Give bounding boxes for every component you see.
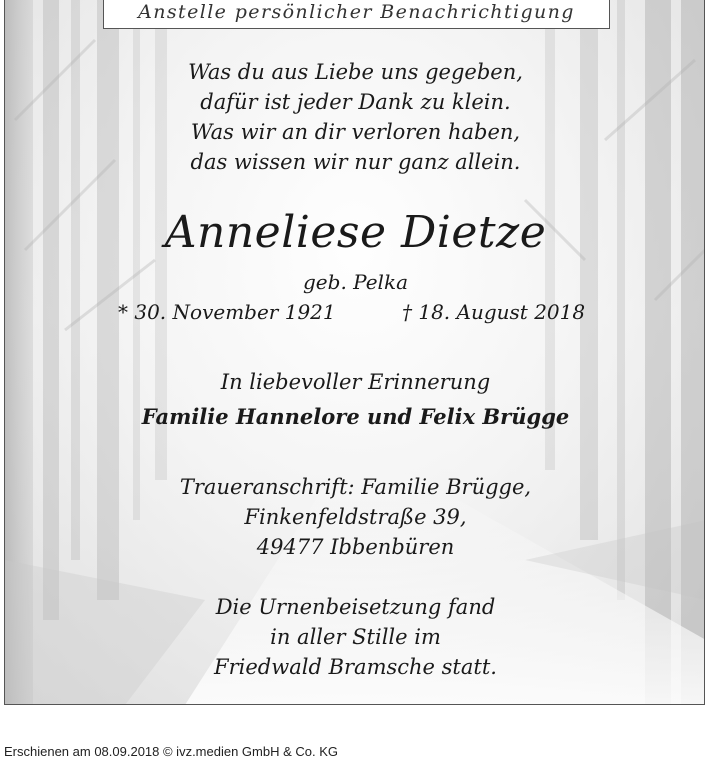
address-line: 49477 Ibbenbüren <box>256 535 455 559</box>
poem-line: Was wir an dir verloren haben, <box>190 120 521 144</box>
poem-line: das wissen wir nur ganz allein. <box>190 150 521 174</box>
notice-header: Anstelle persönlicher Benachrichtigung <box>138 1 575 23</box>
notice-content <box>5 0 705 705</box>
family-signature: Familie Hannelore und Felix Brügge <box>141 404 570 429</box>
remembrance-text: In liebevoller Erinnerung <box>220 370 491 394</box>
publication-footer: Erschienen am 08.09.2018 © ivz.medien GmbH & Co. KG <box>4 744 339 759</box>
address-line: Traueranschrift: Familie Brügge, <box>179 475 532 499</box>
burial-line: in aller Stille im <box>270 625 441 649</box>
deceased-name: Anneliese Dietze <box>164 207 547 258</box>
burial-line: Die Urnenbeisetzung fand <box>215 595 496 619</box>
death-date: † 18. August 2018 <box>402 300 586 324</box>
poem-line: Was du aus Liebe uns gegeben, <box>188 60 523 84</box>
obituary-notice <box>4 0 705 705</box>
birth-name: geb. Pelka <box>303 270 408 294</box>
birth-date: * 30. November 1921 <box>118 300 336 324</box>
burial-line: Friedwald Bramsche statt. <box>214 655 497 679</box>
poem-line: dafür ist jeder Dank zu klein. <box>200 90 511 114</box>
address-line: Finkenfeldstraße 39, <box>244 505 467 529</box>
